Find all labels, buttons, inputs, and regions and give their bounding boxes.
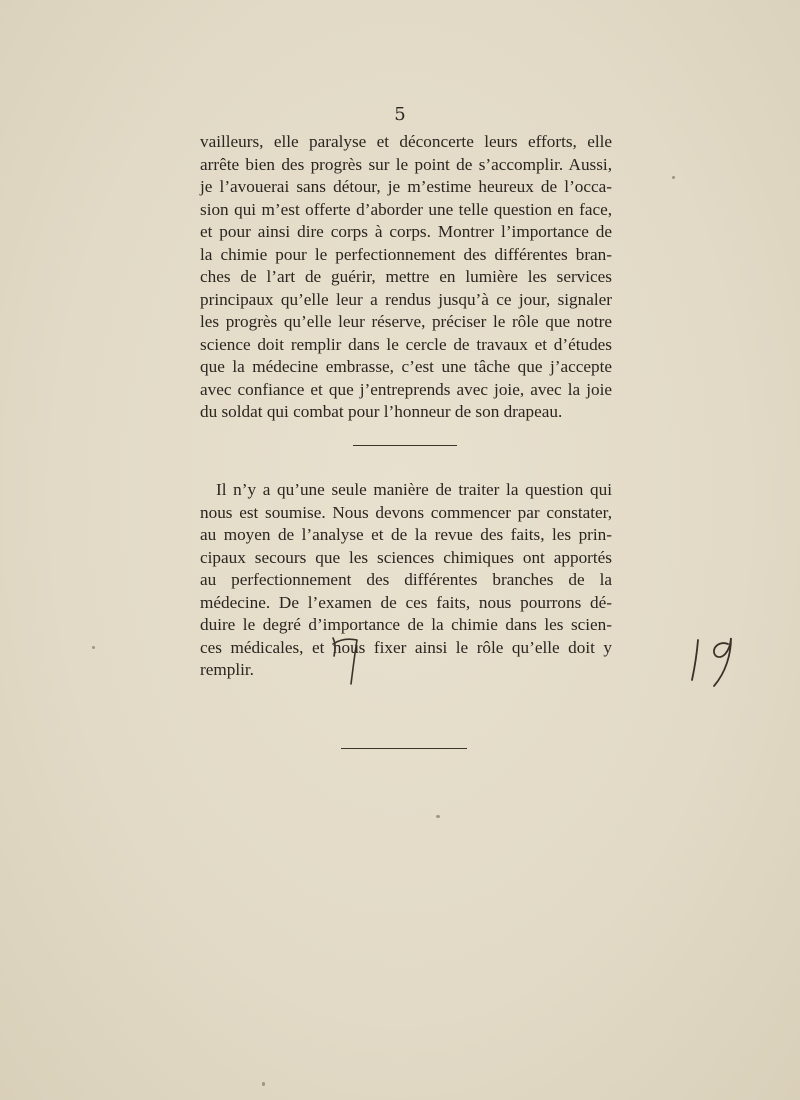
text-line: sion qui m’est offerte d’aborder une telle question en face, [200, 199, 612, 219]
ink-speck [436, 815, 440, 818]
text-line: Il n’y a qu’une seule manière de traiter la question qui [216, 480, 612, 499]
ink-speck [92, 646, 95, 649]
paragraph-1 [200, 131, 612, 424]
text-line: arrête bien des progrès sur le point de s’accomplir. Aussi, [200, 154, 612, 174]
page-number: 5 [394, 104, 406, 125]
text-line: médecine. De l’examen de ces faits, nous pourrons dé- [200, 592, 612, 612]
text-line: au moyen de l’analyse et de la revue des faits, les prin- [200, 525, 612, 544]
text-line: remplir. [200, 660, 254, 679]
text-line: duire le degré d’importance de la chimie dans les scien- [200, 615, 612, 634]
text-line: cipaux secours que les sciences chimiques ont apportés [200, 547, 612, 567]
ink-speck [262, 1082, 265, 1086]
end-divider-rule [341, 748, 467, 749]
text-line: les progrès qu’elle leur réserve, préciser le rôle que notre [200, 312, 612, 331]
paragraph-2 [200, 479, 612, 682]
section-divider-rule [353, 445, 457, 446]
text-line: nous est soumise. Nous devons commencer par constater, [200, 502, 612, 522]
text-line: la chimie pour le perfectionnement des différentes bran- [200, 244, 612, 264]
text-line: science doit remplir dans le cercle de travaux et d’études [200, 334, 612, 354]
text-line: du soldat qui combat pour l’honneur de son drapeau. [200, 402, 563, 421]
text-line: ches de l’art de guérir, mettre en lumière les services [200, 267, 612, 286]
text-line: et pour ainsi dire corps à corps. Montrer l’importance de [200, 222, 612, 241]
handwritten-correction-mark [327, 634, 367, 686]
text-line: je l’avouerai sans détour, je m’estime heureux de l’occa- [200, 177, 612, 196]
text-line: ces médicales, et nous fixer ainsi le rôle qu’elle doit y [200, 637, 612, 657]
text-line: vailleurs, elle paralyse et déconcerte leurs efforts, elle [200, 132, 612, 151]
text-line: principaux qu’elle leur a rendus jusqu’à ce jour, signaler [200, 289, 612, 309]
text-line: que la médecine embrasse, c’est une tâche que j’accepte [200, 357, 612, 376]
handwritten-folio-number [684, 628, 754, 688]
text-line: avec confiance et que j’entreprends avec joie, avec la joie [200, 379, 612, 399]
bleed-through-text [190, 420, 194, 440]
text-line: au perfectionnement des différentes branches de la [200, 570, 612, 589]
ink-speck [672, 176, 675, 179]
